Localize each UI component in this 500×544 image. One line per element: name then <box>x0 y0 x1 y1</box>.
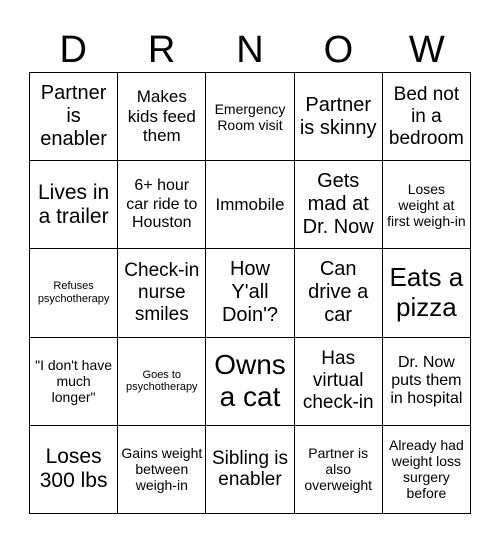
header-letter-w: W <box>408 29 445 71</box>
cell-text: Owns a cat <box>214 349 286 413</box>
header-letter-n: N <box>236 29 264 71</box>
cell-text: Can drive a car <box>308 258 369 327</box>
bingo-cell[interactable] <box>30 161 118 249</box>
bingo-cell[interactable] <box>30 426 118 514</box>
cell-text: Already had weight loss surgery before <box>389 437 464 502</box>
bingo-cell[interactable] <box>206 161 294 249</box>
bingo-cell[interactable] <box>383 426 471 514</box>
bingo-cell[interactable] <box>295 249 383 337</box>
cell-text: Check-in nurse smiles <box>124 260 200 325</box>
bingo-cell[interactable] <box>206 338 294 426</box>
cell-text: Has virtual check-in <box>302 348 374 414</box>
cell-text: Dr. Now puts them in hospital <box>390 353 463 408</box>
cell-text: 6+ hour car ride to Houston <box>126 177 198 231</box>
cell-text: Emergency Room visit <box>214 100 286 133</box>
header-letter-r: R <box>147 29 176 71</box>
cell-text: How Y'all Doin'? <box>221 258 279 327</box>
cell-text: "I don't have much longer" <box>35 357 113 406</box>
bingo-cell[interactable] <box>383 338 471 426</box>
bingo-cell[interactable] <box>295 426 383 514</box>
cell-text: Immobile <box>215 195 285 215</box>
bingo-cell[interactable] <box>295 338 383 426</box>
bingo-header <box>29 28 471 72</box>
bingo-cell[interactable] <box>295 161 383 249</box>
bingo-cell[interactable] <box>118 161 206 249</box>
cell-text: Sibling is enabler <box>211 447 289 491</box>
header-letter-o: O <box>323 29 354 71</box>
cell-text: Refuses psychotherapy <box>37 280 110 305</box>
cell-text: Loses weight at first weigh-in <box>387 180 466 229</box>
bingo-cell[interactable] <box>206 426 294 514</box>
cell-text: Partner is skinny <box>299 93 377 139</box>
bingo-cell[interactable] <box>30 249 118 337</box>
bingo-cell[interactable] <box>118 73 206 161</box>
bingo-cell[interactable] <box>383 249 471 337</box>
bingo-cell[interactable] <box>118 249 206 337</box>
bingo-grid <box>29 72 471 514</box>
cell-text: Makes kids feed them <box>127 87 196 146</box>
bingo-cell[interactable] <box>118 338 206 426</box>
bingo-cell[interactable] <box>383 161 471 249</box>
bingo-cell[interactable] <box>118 426 206 514</box>
cell-text: Eats a pizza <box>389 262 464 322</box>
cell-text: Goes to psychotherapy <box>126 368 198 394</box>
bingo-cell[interactable] <box>383 73 471 161</box>
bingo-cell[interactable] <box>30 338 118 426</box>
cell-text: Bed not in a bedroom <box>388 83 464 149</box>
cell-text: Lives in a trailer <box>37 180 110 228</box>
bingo-cell[interactable] <box>206 73 294 161</box>
cell-text: Gets mad at Dr. Now <box>302 170 374 239</box>
header-letter-d: D <box>59 29 87 71</box>
cell-text: Partner is enabler <box>40 82 107 151</box>
bingo-cell[interactable] <box>295 73 383 161</box>
cell-text: Loses 300 lbs <box>39 445 108 493</box>
cell-text: Partner is also overweight <box>304 445 373 494</box>
cell-text: Gains weight between weigh-in <box>121 445 203 494</box>
bingo-cell[interactable] <box>30 73 118 161</box>
bingo-cell[interactable] <box>206 249 294 337</box>
